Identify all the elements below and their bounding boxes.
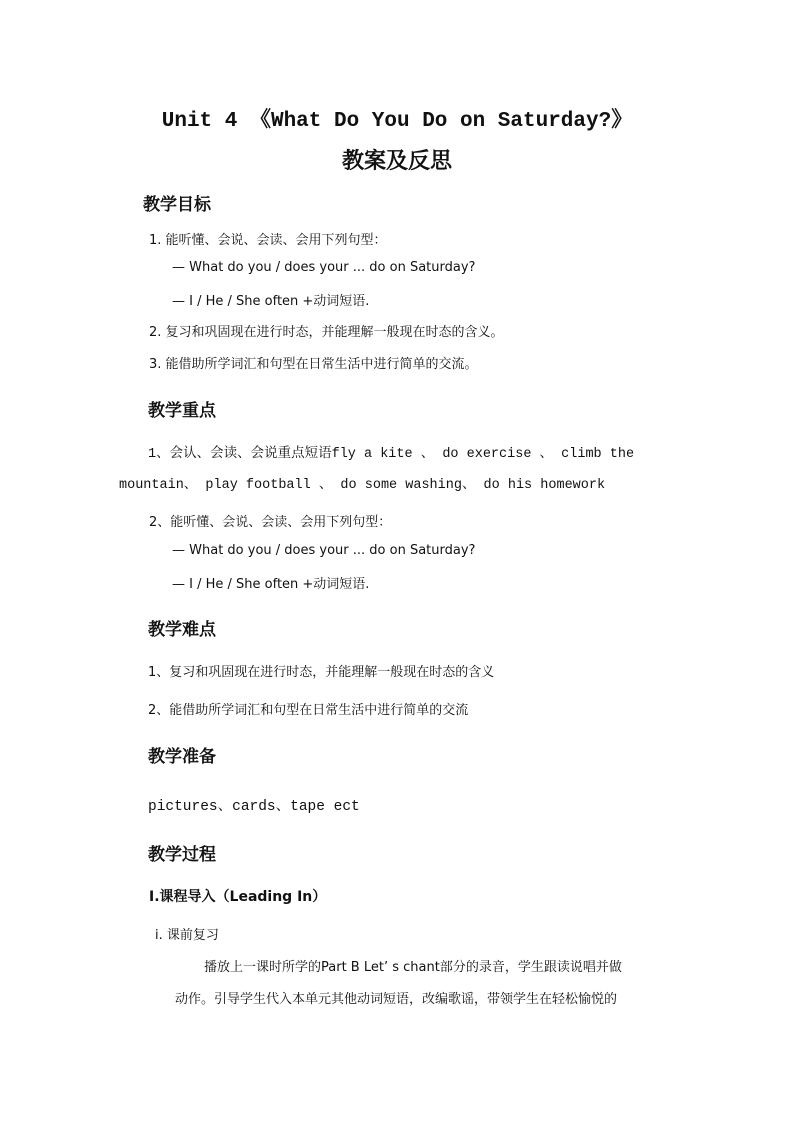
document-title: Unit 4 《What Do You Do on Saturday?》: [161, 110, 633, 133]
process-paragraph-line-2: 动作。引导学生代入本单元其他动词短语，改编歌谣，带领学生在轻松愉悦的: [175, 992, 618, 1007]
key-point-item-2-answer: — I / He / She often +动词短语.: [172, 577, 370, 592]
preparation-heading: 教学准备: [148, 747, 216, 767]
preparation-text: pictures、cards、tape ect: [148, 799, 360, 815]
process-paragraph-line-1: 播放上一课时所学的Part B Let’ s chant部分的录音，学生跟读说唱并做: [204, 960, 622, 975]
objective-item-3: 3. 能借助所学词汇和句型在日常生活中进行简单的交流。: [149, 357, 478, 372]
difficulty-item-2: 2、能借助所学词汇和句型在日常生活中进行简单的交流: [148, 703, 469, 718]
process-subsection-1: ⅰ. 课前复习: [155, 928, 219, 943]
difficulty-item-1: 1、复习和巩固现在进行时态，并能理解一般现在时态的含义: [148, 665, 495, 680]
key-points-heading: 教学重点: [148, 401, 216, 421]
key-point-item-1-line-2: mountain、 play football 、 do some washing、 do his homework: [119, 478, 606, 493]
key-point-item-1-line-1: 1、会认、会读、会说重点短语fly a kite 、 do exercise 、 climb the: [148, 447, 635, 462]
objective-item-1-answer: — I / He / She often +动词短语.: [172, 294, 370, 309]
difficulties-heading: 教学难点: [148, 620, 216, 640]
key-point-item-2-question: — What do you / does your ... do on Saturday?: [172, 543, 476, 558]
objective-item-1-question: — What do you / does your ... do on Saturday?: [172, 260, 476, 275]
objectives-heading: 教学目标: [143, 195, 211, 215]
key-point-item-2: 2、能听懂、会说、会读、会用下列句型：: [149, 515, 392, 530]
document-subtitle: 教案及反思: [341, 149, 452, 174]
process-section-1: Ⅰ.课程导入（Leading In）: [149, 889, 327, 905]
objective-item-1: 1. 能听懂、会说、会读、会用下列句型：: [149, 233, 387, 248]
process-heading: 教学过程: [148, 845, 216, 865]
objective-item-2: 2. 复习和巩固现在进行时态，并能理解一般现在时态的含义。: [149, 325, 504, 340]
